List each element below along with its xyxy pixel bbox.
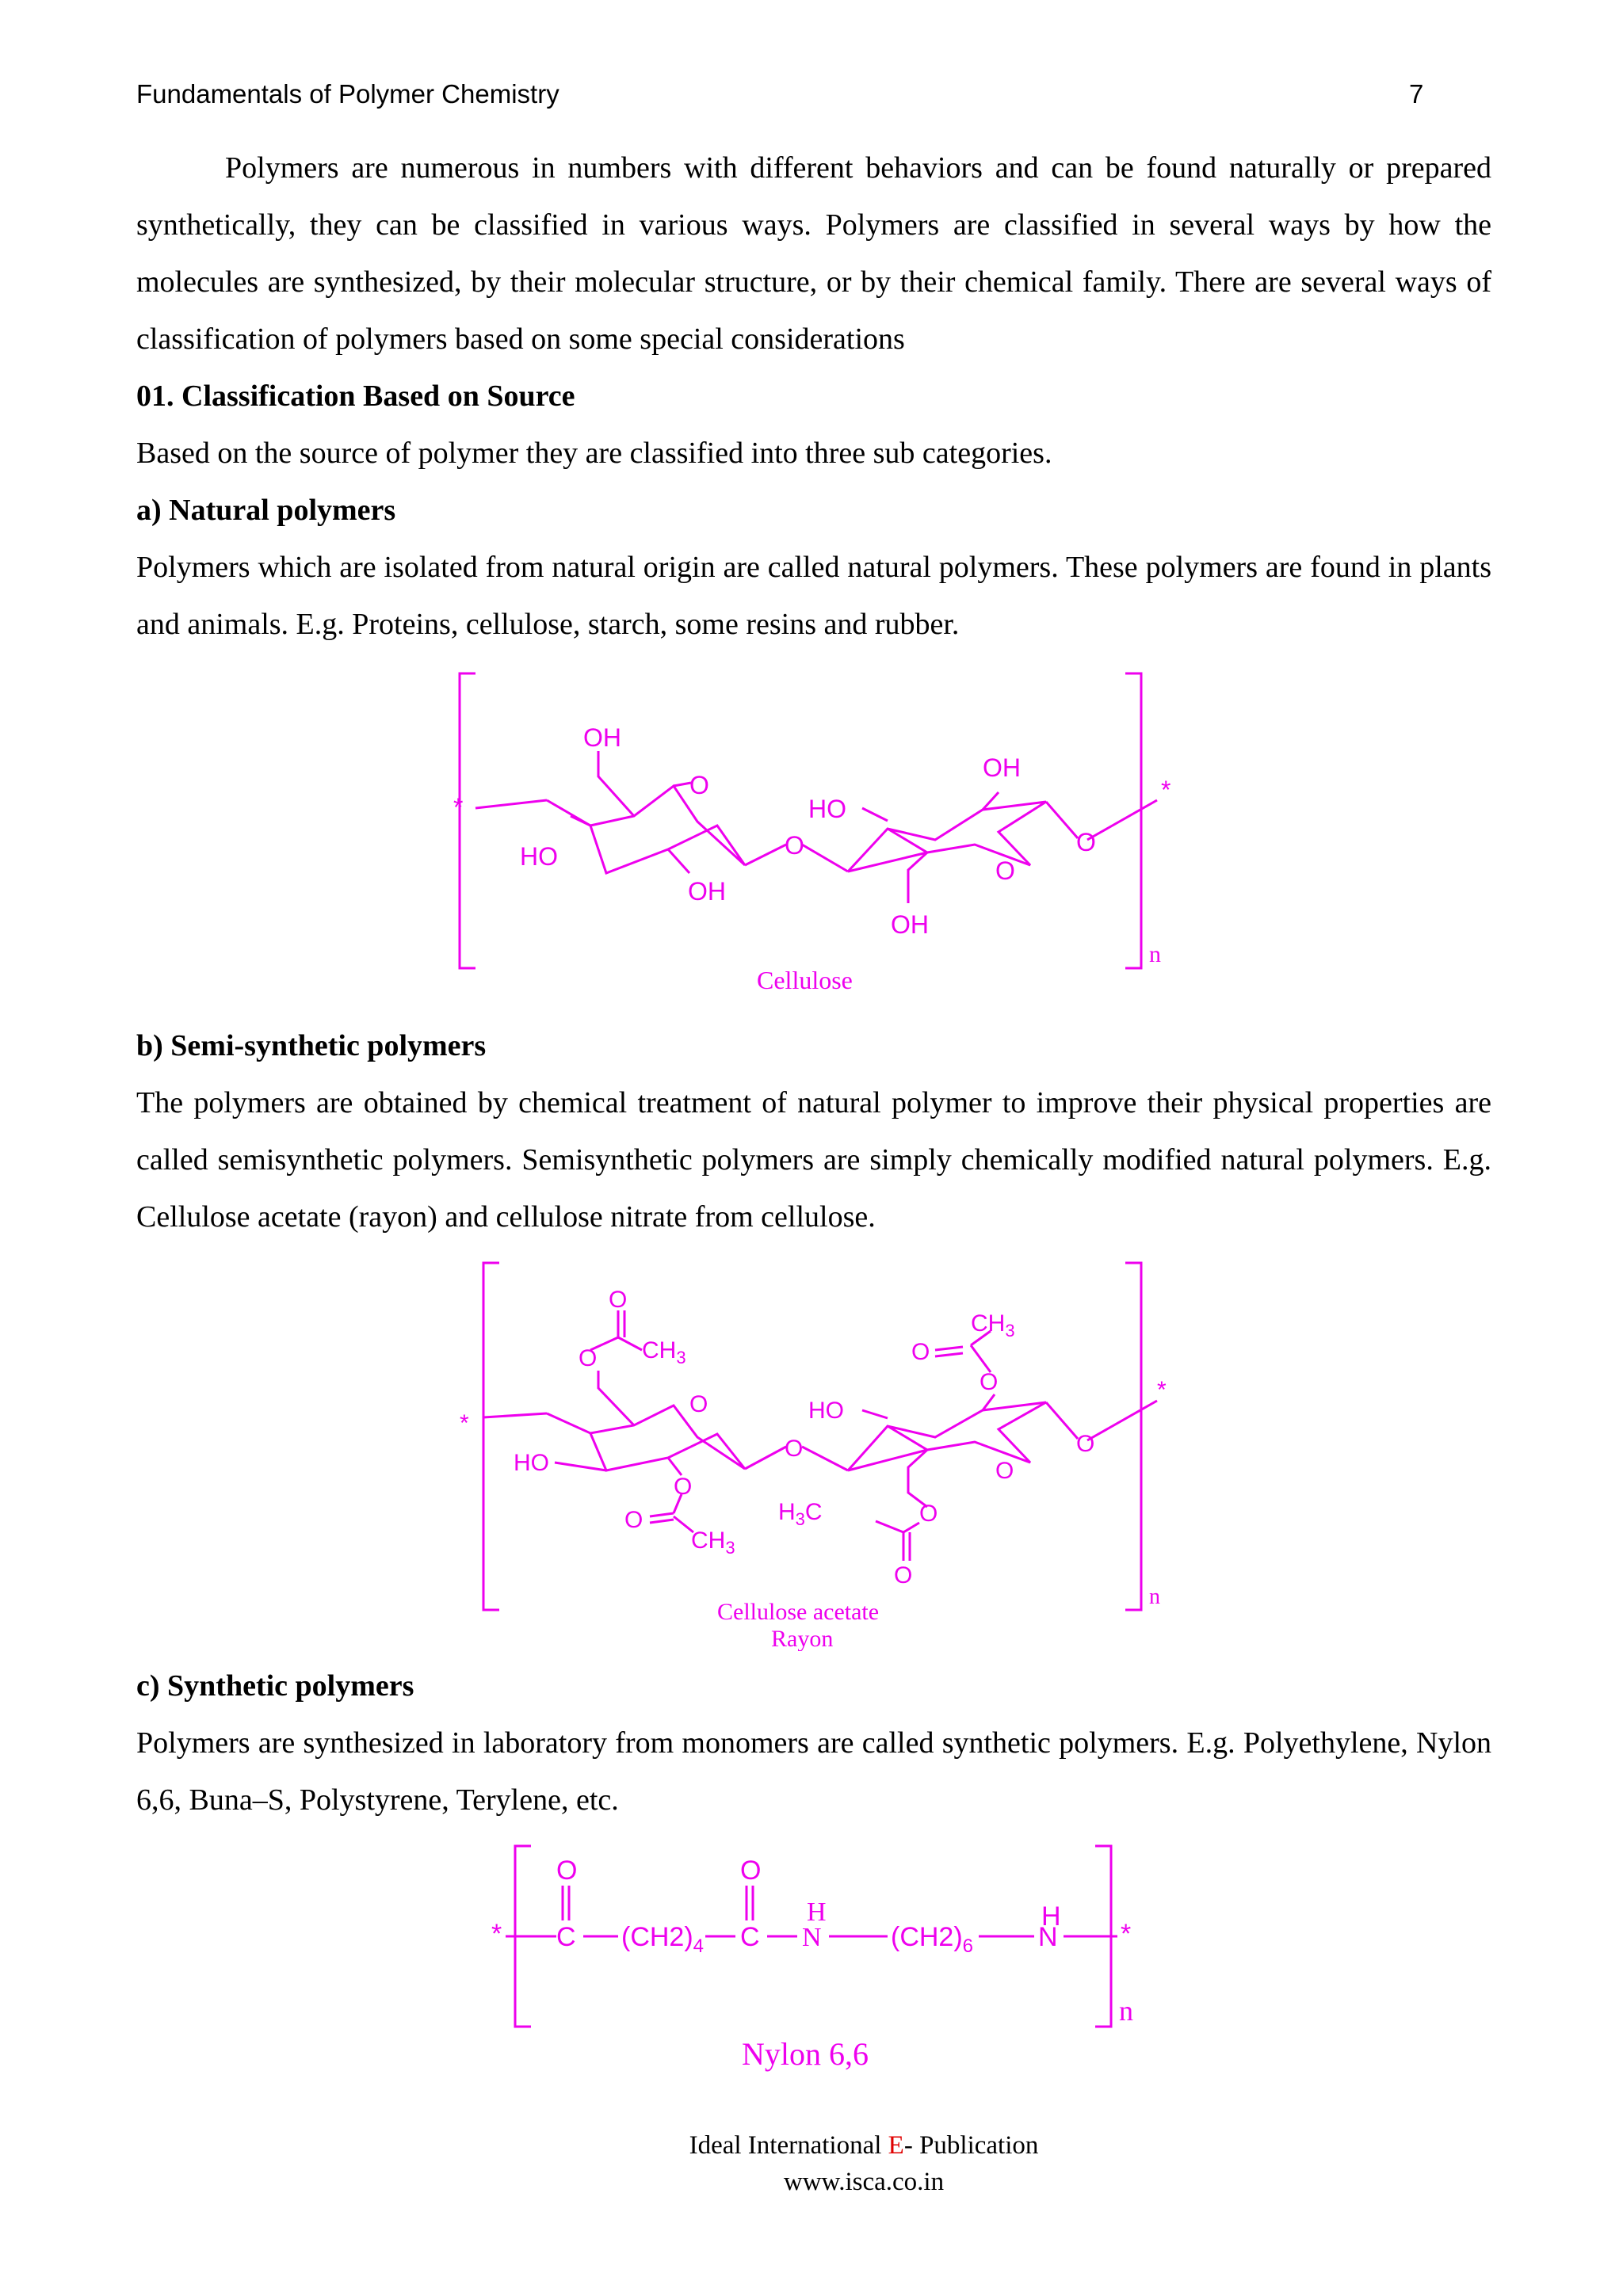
left-bracket xyxy=(483,1263,499,1610)
formula-part: CH xyxy=(642,1337,677,1363)
star-right: * xyxy=(1157,1377,1167,1403)
label-oh-top: OH xyxy=(583,723,621,752)
section-source-text: Based on the source of polymer they are classified into three sub categories. xyxy=(136,437,1052,470)
publisher-post: - Publication xyxy=(903,2131,1039,2160)
label-o-ester-top-right: O xyxy=(980,1369,999,1395)
label-o-carbonyl-bottom-left: O xyxy=(624,1507,643,1533)
publisher-e: E xyxy=(888,2131,904,2160)
publisher-pre: Ideal International xyxy=(689,2131,888,2160)
star-right: * xyxy=(1161,776,1171,804)
star-right: * xyxy=(1121,1919,1132,1949)
label-ch2-6 xyxy=(891,1922,973,1957)
label-o-ring-left: O xyxy=(689,771,709,799)
label-o-bridge: O xyxy=(785,1436,804,1462)
intro-paragraph: Polymers are numerous in numbers with different behaviors and can be found naturally or prepared synthetically, they can be classified in various ways. Polymers are classified in several ways by how the molecules are synthesized, by their molecular structure, or by their chemical family. There are several ways of classification of polymers based on some special considerations xyxy=(136,151,1491,356)
footer-url: www.isca.co.in xyxy=(783,2168,945,2196)
label-o-ring-left: O xyxy=(689,1391,708,1417)
ring-left xyxy=(547,786,745,873)
caption-acetate-line2: Rayon xyxy=(771,1626,834,1651)
label-n-second: N xyxy=(1038,1922,1058,1952)
running-header-title: Fundamentals of Polymer Chemistry xyxy=(136,79,559,109)
label-o-bridge: O xyxy=(785,831,804,860)
label-o-top-carbonyl: O xyxy=(609,1287,628,1313)
label-o-carbonyl-bottom-right: O xyxy=(894,1562,913,1589)
label-o-second: O xyxy=(740,1855,762,1886)
label-ho-left: HO xyxy=(514,1450,549,1476)
label-oh-bottom-left: OH xyxy=(688,877,726,906)
subscript-6: 6 xyxy=(962,1936,974,1957)
formula-part: 3 xyxy=(1005,1321,1015,1341)
formula-part: CH xyxy=(691,1527,726,1554)
label-o-first: O xyxy=(556,1855,578,1886)
label-ho-middle: HO xyxy=(808,1398,844,1424)
repeat-n: n xyxy=(1119,1995,1133,2027)
ring-right xyxy=(848,1402,1046,1470)
caption-cellulose: Cellulose xyxy=(757,966,853,994)
footer-publisher xyxy=(52,2131,1623,2161)
heading-natural-polymers: a) Natural polymers xyxy=(136,494,396,527)
semi-synthetic-text: The polymers are obtained by chemical treatment of natural polymer to improve their physical properties are called semisynthetic polymers. Semisynthetic polymers are simply chemically modified natural polymers. E.g. Cellulose acetate (rayon) and cellulose nitrate from cellulose. xyxy=(136,1086,1491,1234)
figure-cellulose-acetate xyxy=(444,1255,1205,1651)
ring-right xyxy=(848,802,1046,871)
synthetic-text: Polymers are synthesized in laboratory from monomers are called synthetic polymers. E.g. Polyethylene, Nylon 6,6, Buna–S, Polystyrene, Terylene, etc. xyxy=(136,1726,1491,1817)
ring-left xyxy=(547,1405,745,1470)
star-left: * xyxy=(491,1919,502,1949)
right-bracket xyxy=(1125,1263,1141,1610)
label-o-top-ester: O xyxy=(579,1345,598,1371)
ch2-group: (CH2) xyxy=(891,1922,963,1952)
repeat-n: n xyxy=(1149,941,1161,967)
label-h-second: H xyxy=(1041,1901,1061,1932)
caption-nylon: Nylon 6,6 xyxy=(742,2036,869,2072)
label-ch3-bottom-left xyxy=(691,1527,735,1558)
label-ho-middle: HO xyxy=(808,795,846,823)
label-oh-right: OH xyxy=(983,753,1021,782)
label-o-carbonyl-top-right: O xyxy=(911,1339,930,1365)
label-n-first: N xyxy=(802,1923,822,1952)
label-o-ester-bottom-left: O xyxy=(674,1474,693,1500)
label-o-link-right: O xyxy=(1076,828,1096,856)
figure-nylon-66 xyxy=(483,1838,1165,2076)
star-left: * xyxy=(460,1410,469,1436)
label-ho-left: HO xyxy=(520,842,558,871)
label-c-first: C xyxy=(556,1922,576,1952)
formula-part: 3 xyxy=(795,1509,805,1529)
label-ch2-4 xyxy=(621,1922,704,1957)
page-number: 7 xyxy=(1409,79,1424,109)
label-ch3-top-left xyxy=(642,1337,686,1367)
label-oh-bottom-right: OH xyxy=(891,910,929,939)
formula-part: CH xyxy=(971,1310,1006,1337)
natural-polymers-text: Polymers which are isolated from natural origin are called natural polymers. These polymers are found in plants and animals. E.g. Proteins, cellulose, starch, some resins and rubber. xyxy=(136,551,1491,641)
label-h3c xyxy=(778,1499,823,1529)
formula-part: H xyxy=(778,1499,796,1525)
label-o-link-right: O xyxy=(1076,1431,1095,1457)
figure-cellulose xyxy=(444,658,1205,1006)
heading-synthetic: c) Synthetic polymers xyxy=(136,1669,414,1703)
caption-acetate-line1: Cellulose acetate xyxy=(717,1599,880,1625)
label-o-ring-right: O xyxy=(995,1458,1014,1484)
star-left: * xyxy=(453,793,464,822)
right-bracket xyxy=(1125,673,1141,968)
label-o-ester-bottom-right: O xyxy=(919,1501,938,1527)
heading-semi-synthetic: b) Semi-synthetic polymers xyxy=(136,1029,487,1062)
formula-part: 3 xyxy=(676,1348,686,1367)
subscript-4: 4 xyxy=(693,1936,705,1957)
label-ch3-top-right xyxy=(971,1310,1015,1341)
section-heading-source: 01. Classification Based on Source xyxy=(136,379,575,413)
formula-part: 3 xyxy=(725,1538,735,1558)
label-h-first: H xyxy=(807,1897,827,1927)
label-c-second: C xyxy=(740,1922,760,1952)
ch2-group: (CH2) xyxy=(621,1922,693,1952)
repeat-n: n xyxy=(1149,1585,1160,1609)
formula-part: C xyxy=(804,1499,823,1525)
label-o-ring-right: O xyxy=(995,856,1015,885)
